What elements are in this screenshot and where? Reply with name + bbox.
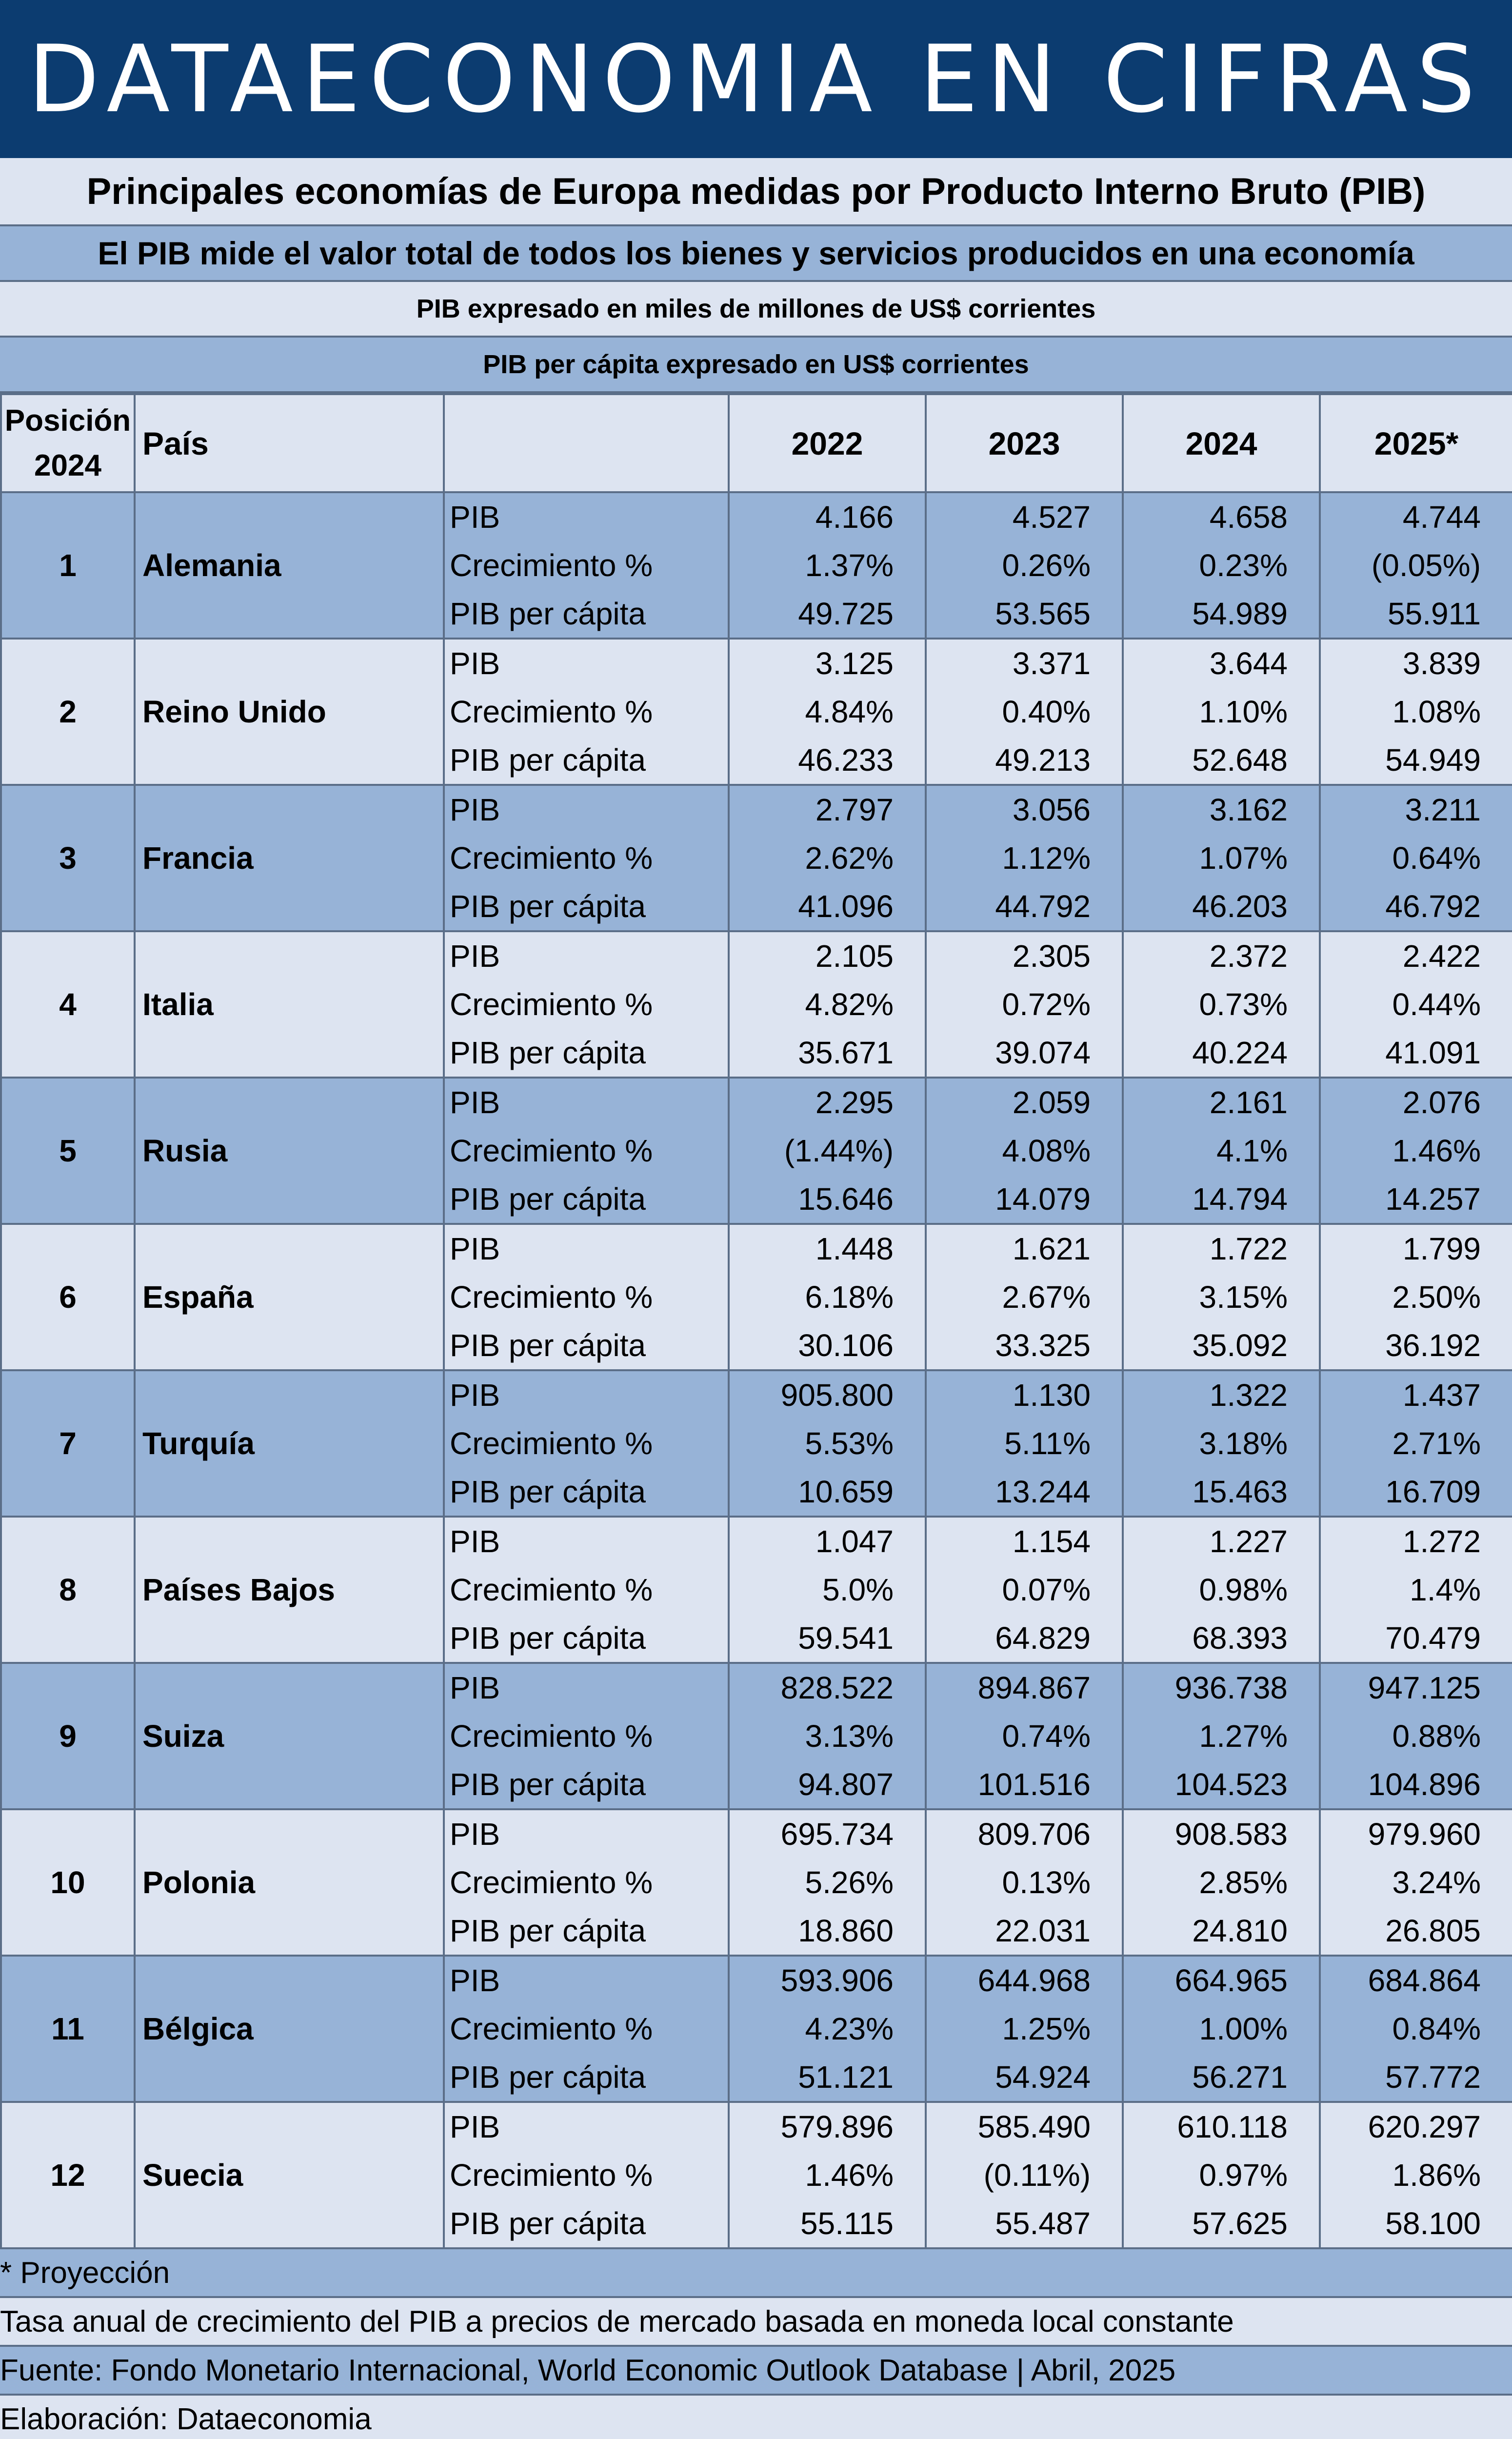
value-cell-per-capita: 33.325 (926, 1321, 1123, 1370)
value-cell-per-capita: 55.115 (729, 2199, 926, 2248)
value-cell-growth: 2.85% (1123, 1858, 1320, 1907)
value-cell-per-capita: 52.648 (1123, 736, 1320, 785)
value-cell-per-capita: 22.031 (926, 1907, 1123, 1956)
value-cell-pib: 894.867 (926, 1663, 1123, 1712)
table-row (1, 1809, 1512, 1858)
value-cell-growth: 1.4% (1320, 1565, 1512, 1614)
value-cell-per-capita: 10.659 (729, 1468, 926, 1517)
value-cell-growth: 0.40% (926, 687, 1123, 736)
country-cell: Italia (135, 931, 444, 1078)
table-row (1, 1078, 1512, 1126)
value-cell-growth: 3.15% (1123, 1273, 1320, 1321)
value-cell-growth: 1.00% (1123, 2004, 1320, 2053)
value-cell-pib: 585.490 (926, 2102, 1123, 2151)
value-cell-growth: 0.88% (1320, 1712, 1512, 1760)
table-row (1, 1663, 1512, 1712)
column-header-metric (444, 394, 729, 492)
value-cell-pib: 4.744 (1320, 492, 1512, 541)
value-cell-pib: 936.738 (1123, 1663, 1320, 1712)
value-cell-growth: 0.74% (926, 1712, 1123, 1760)
value-cell-growth: 1.27% (1123, 1712, 1320, 1760)
value-cell-pib: 1.227 (1123, 1517, 1320, 1565)
value-cell-pib: 2.295 (729, 1078, 926, 1126)
value-cell-per-capita: 59.541 (729, 1614, 926, 1663)
rank-cell: 7 (1, 1370, 135, 1517)
metric-label-per-capita: PIB per cápita (444, 1175, 729, 1224)
metric-label-growth: Crecimiento % (444, 1419, 729, 1468)
rank-cell: 1 (1, 492, 135, 639)
country-group (1, 1224, 1512, 1370)
value-cell-pib: 1.799 (1320, 1224, 1512, 1273)
value-cell-growth: 0.73% (1123, 980, 1320, 1029)
metric-label-per-capita: PIB per cápita (444, 882, 729, 931)
table-row (1, 785, 1512, 834)
value-cell-pib: 2.059 (926, 1078, 1123, 1126)
value-cell-growth: 1.10% (1123, 687, 1320, 736)
metric-label-growth: Crecimiento % (444, 2004, 729, 2053)
country-group (1, 931, 1512, 1078)
metric-label-pib: PIB (444, 931, 729, 980)
value-cell-growth: 0.84% (1320, 2004, 1512, 2053)
value-cell-per-capita: 46.792 (1320, 882, 1512, 931)
value-cell-pib: 1.130 (926, 1370, 1123, 1419)
page-title: Principales economías de Europa medidas por Producto Interno Bruto (PIB) (0, 158, 1512, 226)
metric-label-pib: PIB (444, 492, 729, 541)
footnote-growth: Tasa anual de crecimiento del PIB a precios de mercado basada en moneda local constante (0, 2298, 1512, 2347)
country-group (1, 1663, 1512, 1809)
rank-cell: 11 (1, 1956, 135, 2102)
value-cell-growth: 0.97% (1123, 2151, 1320, 2199)
value-cell-pib: 905.800 (729, 1370, 926, 1419)
value-cell-pib: 3.644 (1123, 639, 1320, 687)
metric-label-growth: Crecimiento % (444, 1565, 729, 1614)
value-cell-growth: (0.11%) (926, 2151, 1123, 2199)
value-cell-per-capita: 49.725 (729, 590, 926, 639)
value-cell-pib: 2.076 (1320, 1078, 1512, 1126)
value-cell-growth: 5.0% (729, 1565, 926, 1614)
value-cell-growth: 2.62% (729, 834, 926, 882)
metric-label-pib: PIB (444, 1663, 729, 1712)
value-cell-pib: 610.118 (1123, 2102, 1320, 2151)
value-cell-pib: 1.722 (1123, 1224, 1320, 1273)
value-cell-per-capita: 53.565 (926, 590, 1123, 639)
country-cell: Turquía (135, 1370, 444, 1517)
percapita-units-note: PIB per cápita expresado en US$ corrientes (0, 338, 1512, 393)
value-cell-per-capita: 14.257 (1320, 1175, 1512, 1224)
value-cell-pib: 3.162 (1123, 785, 1320, 834)
banner-title: DATAECONOMIA EN CIFRAS (0, 0, 1512, 158)
metric-label-growth: Crecimiento % (444, 1712, 729, 1760)
country-cell: Suecia (135, 2102, 444, 2248)
column-header-position-line1: Posición (4, 403, 131, 438)
value-cell-growth: 5.26% (729, 1858, 926, 1907)
value-cell-pib: 3.056 (926, 785, 1123, 834)
value-cell-per-capita: 46.233 (729, 736, 926, 785)
value-cell-per-capita: 26.805 (1320, 1907, 1512, 1956)
metric-label-per-capita: PIB per cápita (444, 1029, 729, 1078)
value-cell-per-capita: 57.625 (1123, 2199, 1320, 2248)
metric-label-pib: PIB (444, 1370, 729, 1419)
rank-cell: 12 (1, 2102, 135, 2248)
value-cell-growth: 2.67% (926, 1273, 1123, 1321)
value-cell-per-capita: 101.516 (926, 1760, 1123, 1809)
value-cell-growth: 5.53% (729, 1419, 926, 1468)
value-cell-pib: 2.305 (926, 931, 1123, 980)
metric-label-growth: Crecimiento % (444, 2151, 729, 2199)
value-cell-pib: 1.621 (926, 1224, 1123, 1273)
country-cell: Reino Unido (135, 639, 444, 785)
value-cell-growth: (1.44%) (729, 1126, 926, 1175)
metric-label-pib: PIB (444, 1809, 729, 1858)
metric-label-growth: Crecimiento % (444, 541, 729, 590)
page-subtitle: El PIB mide el valor total de todos los bienes y servicios producidos en una economía (0, 226, 1512, 282)
rank-cell: 2 (1, 639, 135, 785)
country-cell: Países Bajos (135, 1517, 444, 1663)
value-cell-growth: 4.1% (1123, 1126, 1320, 1175)
metric-label-growth: Crecimiento % (444, 1126, 729, 1175)
value-cell-per-capita: 44.792 (926, 882, 1123, 931)
value-cell-growth: 1.07% (1123, 834, 1320, 882)
value-cell-per-capita: 64.829 (926, 1614, 1123, 1663)
metric-label-pib: PIB (444, 1224, 729, 1273)
value-cell-per-capita: 18.860 (729, 1907, 926, 1956)
value-cell-growth: 4.84% (729, 687, 926, 736)
value-cell-per-capita: 55.911 (1320, 590, 1512, 639)
value-cell-per-capita: 41.091 (1320, 1029, 1512, 1078)
column-header-position-line2: 2024 (34, 448, 101, 482)
value-cell-growth: 0.26% (926, 541, 1123, 590)
value-cell-per-capita: 35.092 (1123, 1321, 1320, 1370)
rank-cell: 9 (1, 1663, 135, 1809)
value-cell-pib: 2.797 (729, 785, 926, 834)
value-cell-growth: 0.23% (1123, 541, 1320, 590)
value-cell-pib: 3.125 (729, 639, 926, 687)
column-header-position (1, 394, 135, 492)
value-cell-per-capita: 41.096 (729, 882, 926, 931)
metric-label-pib: PIB (444, 1956, 729, 2004)
value-cell-per-capita: 40.224 (1123, 1029, 1320, 1078)
country-group (1, 1809, 1512, 1956)
table-row (1, 931, 1512, 980)
value-cell-pib: 1.047 (729, 1517, 926, 1565)
value-cell-pib: 593.906 (729, 1956, 926, 2004)
value-cell-growth: 0.13% (926, 1858, 1123, 1907)
rank-cell: 8 (1, 1517, 135, 1663)
value-cell-pib: 2.161 (1123, 1078, 1320, 1126)
value-cell-pib: 644.968 (926, 1956, 1123, 2004)
value-cell-pib: 828.522 (729, 1663, 926, 1712)
value-cell-pib: 1.448 (729, 1224, 926, 1273)
footnote-source: Fuente: Fondo Monetario Internacional, World Economic Outlook Database | Abril, 2025 (0, 2347, 1512, 2396)
value-cell-pib: 4.658 (1123, 492, 1320, 541)
table-row (1, 639, 1512, 687)
country-group (1, 2102, 1512, 2248)
footnote-credit: Elaboración: Dataeconomia (0, 2396, 1512, 2439)
metric-label-per-capita: PIB per cápita (444, 2199, 729, 2248)
value-cell-growth: 0.07% (926, 1565, 1123, 1614)
table-row (1, 1370, 1512, 1419)
metric-label-pib: PIB (444, 639, 729, 687)
table-row (1, 2102, 1512, 2151)
metric-label-pib: PIB (444, 2102, 729, 2151)
rank-cell: 6 (1, 1224, 135, 1370)
value-cell-growth: (0.05%) (1320, 541, 1512, 590)
value-cell-pib: 3.371 (926, 639, 1123, 687)
value-cell-growth: 4.23% (729, 2004, 926, 2053)
value-cell-per-capita: 15.646 (729, 1175, 926, 1224)
value-cell-pib: 4.527 (926, 492, 1123, 541)
metric-label-growth: Crecimiento % (444, 980, 729, 1029)
country-group (1, 492, 1512, 639)
value-cell-per-capita: 104.896 (1320, 1760, 1512, 1809)
value-cell-pib: 3.839 (1320, 639, 1512, 687)
value-cell-pib: 809.706 (926, 1809, 1123, 1858)
value-cell-pib: 979.960 (1320, 1809, 1512, 1858)
country-cell: Alemania (135, 492, 444, 639)
rank-cell: 3 (1, 785, 135, 931)
value-cell-growth: 4.08% (926, 1126, 1123, 1175)
country-group (1, 1956, 1512, 2102)
value-cell-per-capita: 15.463 (1123, 1468, 1320, 1517)
column-header-country: País (135, 394, 444, 492)
value-cell-pib: 1.322 (1123, 1370, 1320, 1419)
metric-label-pib: PIB (444, 1517, 729, 1565)
table-header-row (1, 394, 1512, 492)
value-cell-growth: 5.11% (926, 1419, 1123, 1468)
country-cell: Polonia (135, 1809, 444, 1956)
value-cell-per-capita: 55.487 (926, 2199, 1123, 2248)
table-row (1, 1517, 1512, 1565)
rank-cell: 4 (1, 931, 135, 1078)
value-cell-per-capita: 14.794 (1123, 1175, 1320, 1224)
value-cell-pib: 4.166 (729, 492, 926, 541)
value-cell-growth: 2.71% (1320, 1419, 1512, 1468)
value-cell-pib: 684.864 (1320, 1956, 1512, 2004)
value-cell-pib: 2.372 (1123, 931, 1320, 980)
value-cell-pib: 3.211 (1320, 785, 1512, 834)
value-cell-pib: 908.583 (1123, 1809, 1320, 1858)
value-cell-per-capita: 54.989 (1123, 590, 1320, 639)
value-cell-per-capita: 54.924 (926, 2053, 1123, 2102)
table-row (1, 492, 1512, 541)
column-header-year: 2025* (1320, 394, 1512, 492)
value-cell-pib: 664.965 (1123, 1956, 1320, 2004)
metric-label-per-capita: PIB per cápita (444, 590, 729, 639)
metric-label-per-capita: PIB per cápita (444, 736, 729, 785)
value-cell-per-capita: 70.479 (1320, 1614, 1512, 1663)
value-cell-per-capita: 16.709 (1320, 1468, 1512, 1517)
value-cell-growth: 4.82% (729, 980, 926, 1029)
country-cell: Suiza (135, 1663, 444, 1809)
country-group (1, 639, 1512, 785)
value-cell-pib: 1.437 (1320, 1370, 1512, 1419)
rank-cell: 5 (1, 1078, 135, 1224)
value-cell-per-capita: 35.671 (729, 1029, 926, 1078)
value-cell-per-capita: 68.393 (1123, 1614, 1320, 1663)
value-cell-per-capita: 57.772 (1320, 2053, 1512, 2102)
metric-label-pib: PIB (444, 1078, 729, 1126)
value-cell-growth: 0.72% (926, 980, 1123, 1029)
metric-label-growth: Crecimiento % (444, 1273, 729, 1321)
column-header-year: 2023 (926, 394, 1123, 492)
value-cell-growth: 2.50% (1320, 1273, 1512, 1321)
country-group (1, 1517, 1512, 1663)
value-cell-growth: 3.18% (1123, 1419, 1320, 1468)
metric-label-pib: PIB (444, 785, 729, 834)
value-cell-per-capita: 14.079 (926, 1175, 1123, 1224)
value-cell-growth: 1.12% (926, 834, 1123, 882)
value-cell-growth: 3.13% (729, 1712, 926, 1760)
value-cell-growth: 1.46% (1320, 1126, 1512, 1175)
value-cell-growth: 1.46% (729, 2151, 926, 2199)
country-cell: Francia (135, 785, 444, 931)
value-cell-growth: 6.18% (729, 1273, 926, 1321)
metric-label-growth: Crecimiento % (444, 834, 729, 882)
rank-cell: 10 (1, 1809, 135, 1956)
value-cell-per-capita: 49.213 (926, 736, 1123, 785)
country-group (1, 785, 1512, 931)
metric-label-per-capita: PIB per cápita (444, 1760, 729, 1809)
value-cell-growth: 1.86% (1320, 2151, 1512, 2199)
metric-label-per-capita: PIB per cápita (444, 1907, 729, 1956)
footnote-projection: * Proyección (0, 2249, 1512, 2298)
column-header-year: 2024 (1123, 394, 1320, 492)
gdp-table (0, 393, 1512, 2249)
value-cell-growth: 0.64% (1320, 834, 1512, 882)
value-cell-pib: 947.125 (1320, 1663, 1512, 1712)
value-cell-growth: 1.25% (926, 2004, 1123, 2053)
metric-label-per-capita: PIB per cápita (444, 1321, 729, 1370)
value-cell-growth: 0.44% (1320, 980, 1512, 1029)
value-cell-per-capita: 58.100 (1320, 2199, 1512, 2248)
value-cell-growth: 1.37% (729, 541, 926, 590)
country-group (1, 1370, 1512, 1517)
value-cell-per-capita: 39.074 (926, 1029, 1123, 1078)
value-cell-per-capita: 104.523 (1123, 1760, 1320, 1809)
value-cell-per-capita: 46.203 (1123, 882, 1320, 931)
value-cell-growth: 1.08% (1320, 687, 1512, 736)
value-cell-pib: 695.734 (729, 1809, 926, 1858)
value-cell-growth: 0.98% (1123, 1565, 1320, 1614)
value-cell-pib: 2.422 (1320, 931, 1512, 980)
value-cell-pib: 1.272 (1320, 1517, 1512, 1565)
value-cell-pib: 620.297 (1320, 2102, 1512, 2151)
country-cell: Bélgica (135, 1956, 444, 2102)
column-header-year: 2022 (729, 394, 926, 492)
value-cell-pib: 579.896 (729, 2102, 926, 2151)
value-cell-per-capita: 56.271 (1123, 2053, 1320, 2102)
metric-label-per-capita: PIB per cápita (444, 1468, 729, 1517)
value-cell-pib: 2.105 (729, 931, 926, 980)
value-cell-per-capita: 36.192 (1320, 1321, 1512, 1370)
table-row (1, 1224, 1512, 1273)
value-cell-per-capita: 54.949 (1320, 736, 1512, 785)
value-cell-per-capita: 30.106 (729, 1321, 926, 1370)
country-group (1, 1078, 1512, 1224)
table-row (1, 1956, 1512, 2004)
value-cell-per-capita: 51.121 (729, 2053, 926, 2102)
value-cell-pib: 1.154 (926, 1517, 1123, 1565)
country-cell: Rusia (135, 1078, 444, 1224)
metric-label-per-capita: PIB per cápita (444, 1614, 729, 1663)
pib-units-note: PIB expresado en miles de millones de US$ corrientes (0, 282, 1512, 338)
metric-label-per-capita: PIB per cápita (444, 2053, 729, 2102)
metric-label-growth: Crecimiento % (444, 1858, 729, 1907)
value-cell-per-capita: 13.244 (926, 1468, 1123, 1517)
country-cell: España (135, 1224, 444, 1370)
metric-label-growth: Crecimiento % (444, 687, 729, 736)
value-cell-per-capita: 94.807 (729, 1760, 926, 1809)
value-cell-growth: 3.24% (1320, 1858, 1512, 1907)
value-cell-per-capita: 24.810 (1123, 1907, 1320, 1956)
